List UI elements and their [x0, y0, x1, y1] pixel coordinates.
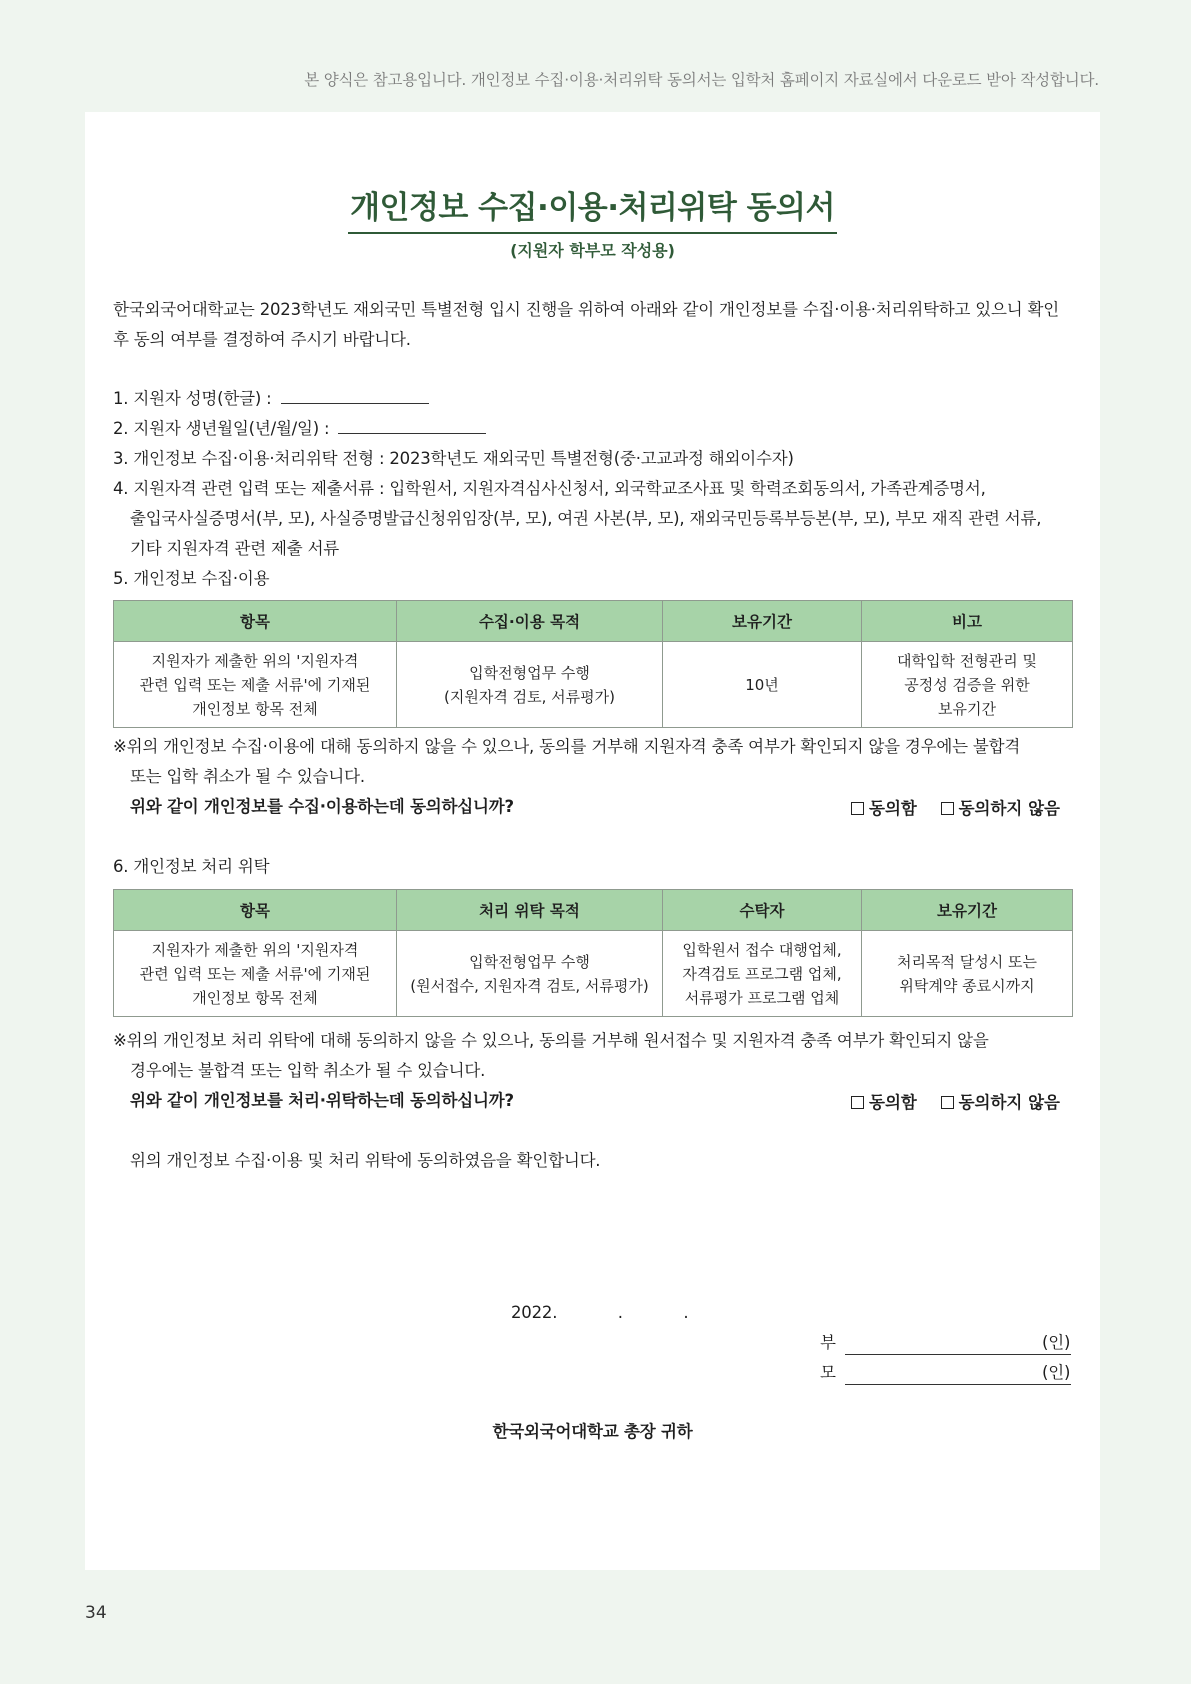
admission-type: 3. 개인정보 수집·이용·처리위탁 전형 : 2023학년도 재외국민 특별전형(중·고교과정 해외이수자)	[113, 449, 794, 468]
table1-header-remark: 비고	[862, 601, 1073, 642]
consent-question-1: 위와 같이 개인정보를 수집·이용하는데 동의하십니까?	[130, 797, 514, 816]
documents-line-3: 기타 지원자격 관련 제출 서류	[130, 539, 340, 558]
consent-question-2: 위와 같이 개인정보를 처리·위탁하는데 동의하십니까?	[130, 1091, 514, 1110]
disagree-checkbox-1[interactable]: 동의하지 않음	[941, 799, 1060, 818]
mother-signature-line[interactable]	[845, 1383, 1071, 1385]
applicant-birth-label: 2. 지원자 생년월일(년/월/일) :	[113, 419, 330, 438]
table2-header-purpose: 처리 위탁 목적	[397, 890, 663, 931]
table2-cell-item: 지원자가 제출한 위의 '지원자격 관련 입력 또는 제출 서류'에 기재된 개인정보 항목 전체	[114, 931, 397, 1017]
table2-header-trustee: 수탁자	[663, 890, 862, 931]
consent-options-2	[851, 1089, 1060, 1113]
addressee: 한국외국어대학교 총장 귀하	[492, 1422, 693, 1441]
father-seal-label: (인)	[1042, 1333, 1071, 1352]
father-signature-line[interactable]	[845, 1353, 1071, 1355]
notice-1-line-2: 또는 입학 취소가 될 수 있습니다.	[130, 767, 365, 786]
mother-label: 모	[820, 1363, 836, 1382]
disagree-checkbox-2[interactable]: 동의하지 않음	[941, 1093, 1060, 1112]
date-field[interactable]: 2022. . .	[511, 1303, 689, 1322]
table1-cell-retention: 10년	[663, 642, 862, 728]
applicant-birth-row	[113, 414, 486, 444]
notice-2-line-2: 경우에는 불합격 또는 입학 취소가 될 수 있습니다.	[130, 1061, 486, 1080]
applicant-name-row	[113, 384, 429, 414]
applicant-birth-field[interactable]	[338, 417, 486, 434]
applicant-name-label: 1. 지원자 성명(한글) :	[113, 389, 272, 408]
notice-1-line-1: ※위의 개인정보 수집·이용에 대해 동의하지 않을 수 있으나, 동의를 거부해 지원자격 충족 여부가 확인되지 않을 경우에는 불합격	[113, 737, 1021, 756]
agree-checkbox-2[interactable]: 동의함	[851, 1093, 917, 1112]
table2-cell-purpose: 입학전형업무 수행 (원서접수, 지원자격 검토, 서류평가)	[397, 931, 663, 1017]
documents-line-2: 출입국사실증명서(부, 모), 사실증명발급신청위임장(부, 모), 여권 사본(부, 모), 재외국민등록부등본(부, 모), 부모 재직 관련 서류,	[130, 509, 1042, 528]
reference-notice: 본 양식은 참고용입니다. 개인정보 수집·이용·처리위탁 동의서는 입학처 홈페이지 자료실에서 다운로드 받아 작성합니다.	[304, 71, 1099, 89]
agree-checkbox-1[interactable]: 동의함	[851, 799, 917, 818]
intro-text: 한국외국어대학교는 2023학년도 재외국민 특별전형 입시 진행을 위하여 아래와 같이 개인정보를 수집·이용·처리위탁하고 있으니 확인 후 동의 여부를 결정하여 주시기 바랍니다.	[113, 300, 1059, 349]
table2-cell-retention: 처리목적 달성시 또는 위탁계약 종료시까지	[862, 931, 1073, 1017]
form-title: 개인정보 수집·이용·처리위탁 동의서	[348, 182, 837, 234]
consent-options-1	[851, 795, 1060, 819]
table1-header-purpose: 수집·이용 목적	[397, 601, 663, 642]
processing-entrustment-table	[113, 889, 1073, 1017]
mother-seal-label: (인)	[1042, 1363, 1071, 1382]
table2-header-item: 항목	[114, 890, 397, 931]
table1-cell-remark: 대학입학 전형관리 및 공정성 검증을 위한 보유기간	[862, 642, 1073, 728]
table1-cell-item: 지원자가 제출한 위의 '지원자격 관련 입력 또는 제출 서류'에 기재된 개인정보 항목 전체	[114, 642, 397, 728]
table-row	[114, 931, 1073, 1017]
documents-line-1: 4. 지원자격 관련 입력 또는 제출서류 : 입학원서, 지원자격심사신청서, 외국학교조사표 및 학력조회동의서, 가족관계증명서,	[113, 479, 986, 498]
form-subtitle: (지원자 학부모 작성용)	[510, 241, 675, 260]
table2-header-retention: 보유기간	[862, 890, 1073, 931]
confirmation-text: 위의 개인정보 수집·이용 및 처리 위탁에 동의하였음을 확인합니다.	[130, 1151, 601, 1170]
collection-use-table	[113, 600, 1073, 728]
page-number: 34	[85, 1603, 107, 1623]
form-paper	[85, 112, 1100, 1570]
table-row	[114, 642, 1073, 728]
table1-header-item: 항목	[114, 601, 397, 642]
table1-header-retention: 보유기간	[663, 601, 862, 642]
table2-cell-trustee: 입학원서 접수 대행업체, 자격검토 프로그램 업체, 서류평가 프로그램 업체	[663, 931, 862, 1017]
applicant-name-field[interactable]	[281, 387, 429, 404]
section-6-heading: 6. 개인정보 처리 위탁	[113, 857, 270, 876]
section-5-heading: 5. 개인정보 수집·이용	[113, 569, 270, 588]
table1-cell-purpose: 입학전형업무 수행 (지원자격 검토, 서류평가)	[397, 642, 663, 728]
father-label: 부	[820, 1333, 836, 1352]
notice-2-line-1: ※위의 개인정보 처리 위탁에 대해 동의하지 않을 수 있으나, 동의를 거부해 원서접수 및 지원자격 충족 여부가 확인되지 않을	[113, 1031, 989, 1050]
